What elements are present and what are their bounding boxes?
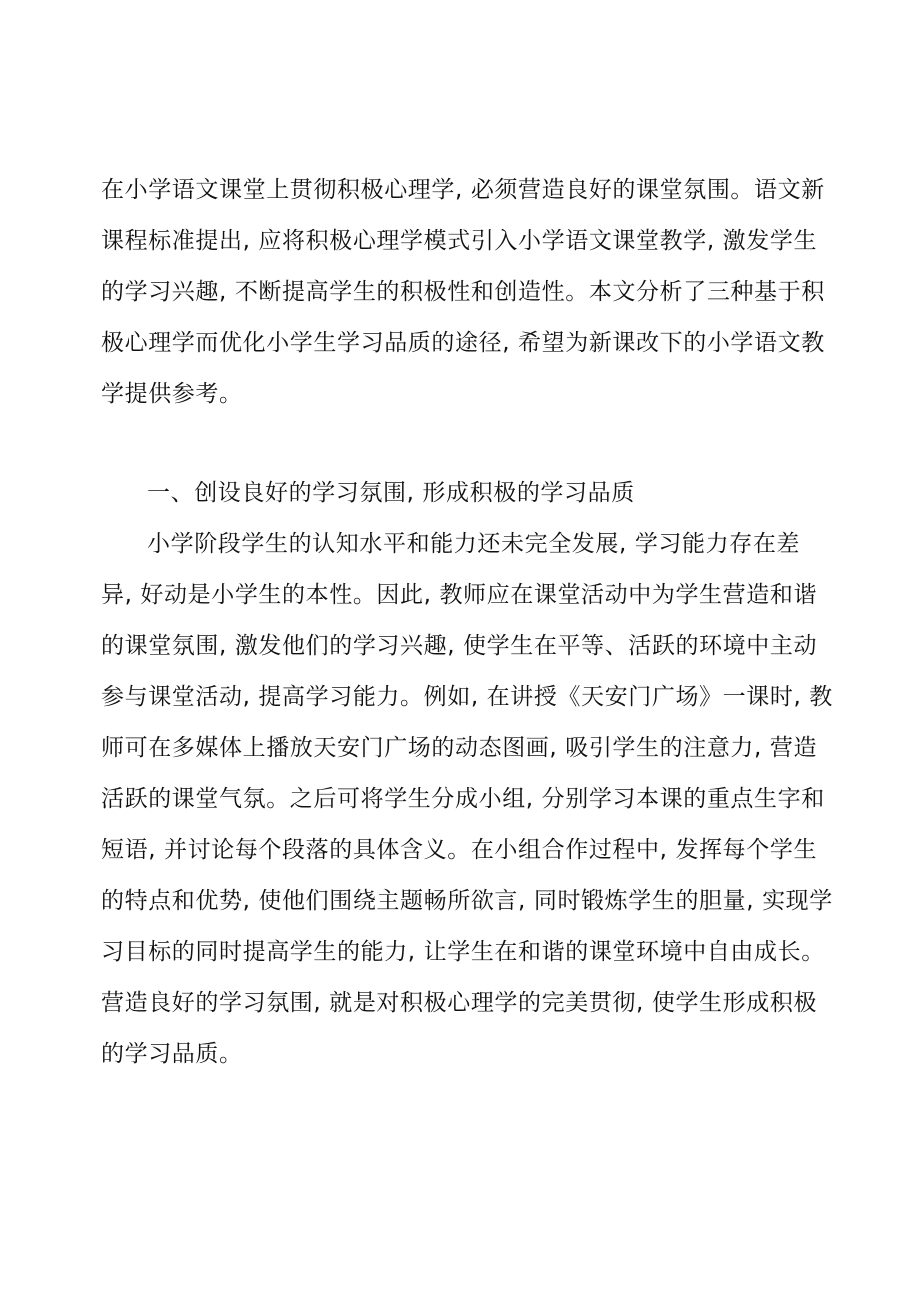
intro-line-5: 学提供参考。 — [101, 381, 243, 407]
body-line-3: 的课堂氛围, 激发他们的学习兴趣, 使学生在平等、活跃的环境中主动 — [101, 633, 818, 659]
body-line-9: 习目标的同时提高学生的能力, 让学生在和谐的课堂环境中自由成长。 — [101, 939, 825, 965]
intro-line-1: 在小学语文课堂上贯彻积极心理学, 必须营造良好的课堂氛围。语文新 — [101, 177, 825, 203]
intro-line-3: 的学习兴趣, 不断提高学生的积极性和创造性。本文分析了三种基于积 — [101, 279, 825, 305]
body-line-6: 活跃的课堂气氛。之后可将学生分成小组, 分别学习本课的重点生字和 — [101, 786, 825, 812]
intro-line-2: 课程标准提出, 应将积极心理学模式引入小学语文课堂教学, 激发学生 — [101, 228, 818, 254]
body-line-4: 参与课堂活动, 提高学习能力。例如, 在讲授《天安门广场》一课时, 教 — [101, 684, 833, 710]
body-line-8: 的特点和优势, 使他们围绕主题畅所欲言, 同时锻炼学生的胆量, 实现学 — [101, 888, 833, 914]
body-line-1: 小学阶段学生的认知水平和能力还未完全发展, 学习能力存在差 — [147, 531, 801, 557]
intro-line-4: 极心理学而优化小学生学习品质的途径, 希望为新课改下的小学语文教 — [101, 330, 825, 356]
body-line-10: 营造良好的学习氛围, 就是对积极心理学的完美贯彻, 使学生形成积极 — [101, 990, 818, 1016]
body-line-7: 短语, 并讨论每个段落的具体含义。在小组合作过程中, 发挥每个学生 — [101, 837, 818, 863]
body-line-5: 师可在多媒体上播放天安门广场的动态图画, 吸引学生的注意力, 营造 — [101, 735, 818, 761]
body-line-11: 的学习品质。 — [101, 1041, 243, 1067]
section-heading: 一、创设良好的学习氛围, 形成积极的学习品质 — [147, 480, 635, 506]
body-line-2: 异, 好动是小学生的本性。因此, 教师应在课堂活动中为学生营造和谐 — [101, 582, 818, 608]
